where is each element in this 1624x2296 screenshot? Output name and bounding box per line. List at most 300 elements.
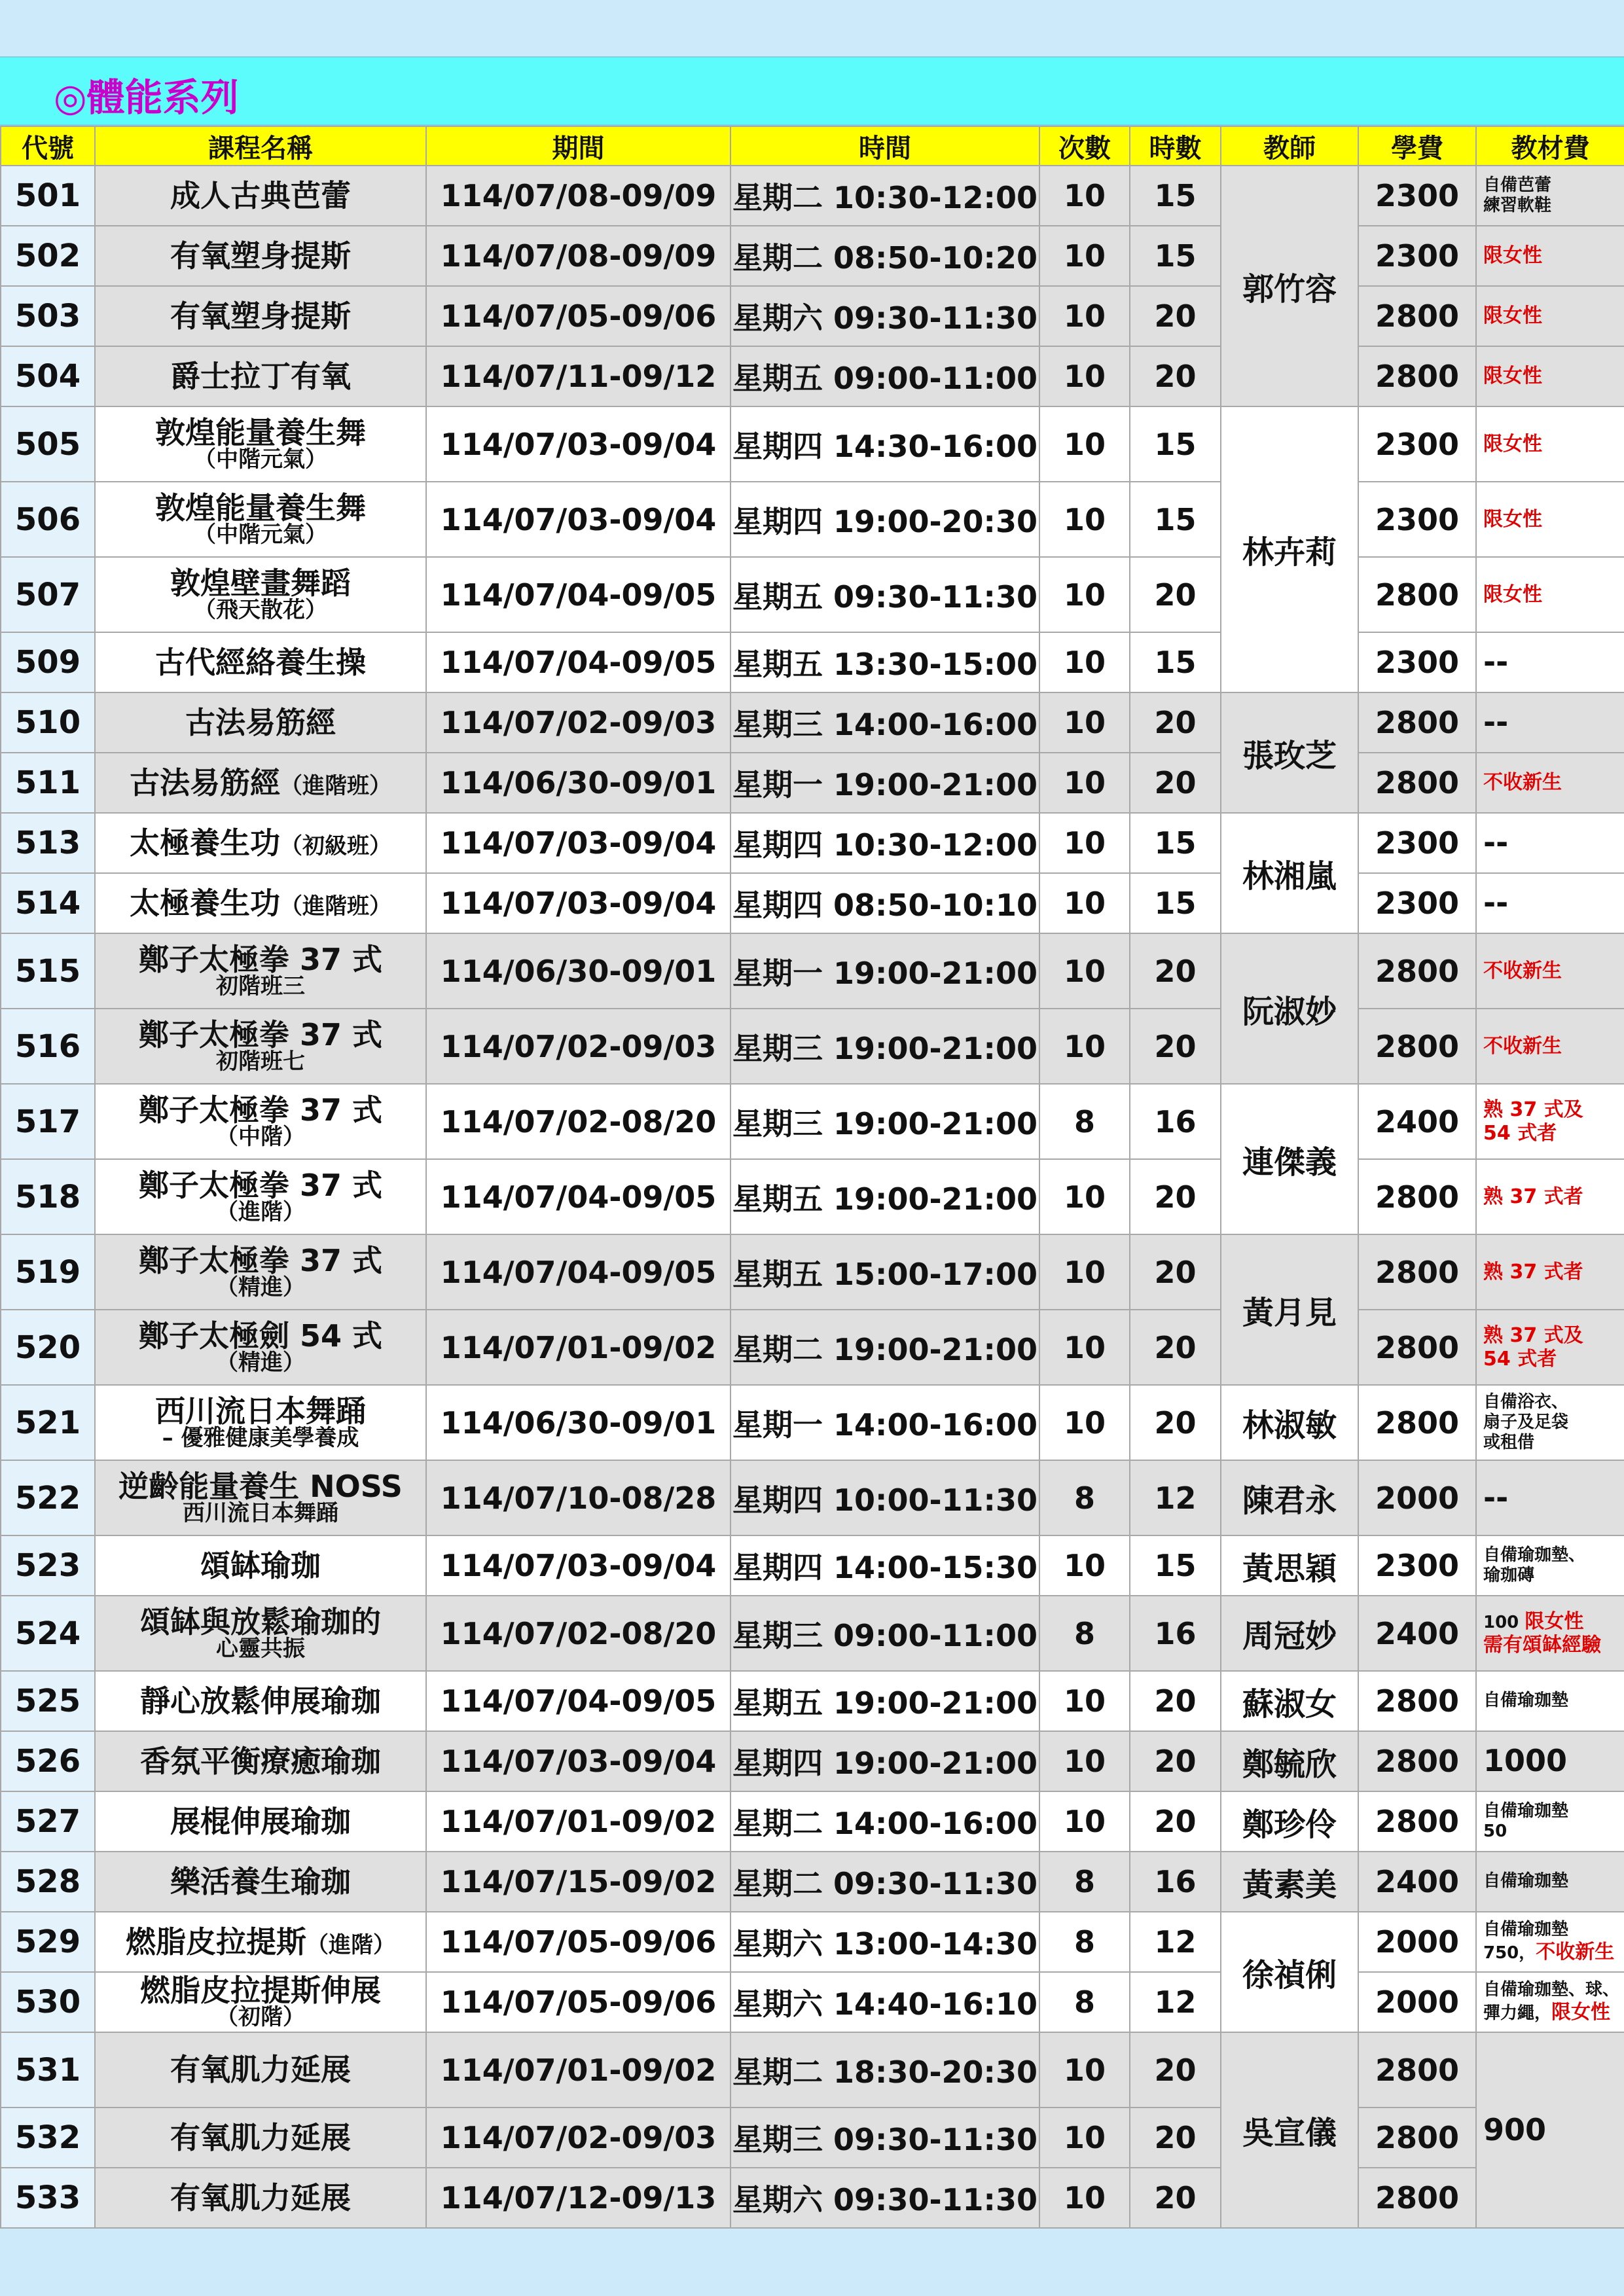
course-time: 星期四 10:30-12:00 bbox=[731, 813, 1039, 873]
course-name bbox=[95, 933, 426, 1009]
course-time: 星期三 09:00-11:00 bbox=[731, 1596, 1039, 1671]
course-code: 516 bbox=[1, 1009, 95, 1084]
course-code: 509 bbox=[1, 632, 95, 692]
course-code: 528 bbox=[1, 1852, 95, 1912]
material-note-alert: 熟 37 式者 bbox=[1483, 1260, 1583, 1283]
course-name-main: 鄭子太極拳 37 式 bbox=[138, 1242, 383, 1278]
material-fee bbox=[1476, 1671, 1624, 1731]
table-row bbox=[1, 346, 1624, 406]
course-name-main: 有氧塑身提斯 bbox=[170, 298, 351, 334]
total-hours: 20 bbox=[1130, 753, 1221, 813]
material-note: 750， bbox=[1483, 1943, 1536, 1963]
course-time: 星期四 19:00-21:00 bbox=[731, 1731, 1039, 1791]
material-note-alert: 熟 37 式及 bbox=[1483, 1098, 1583, 1121]
total-hours: 20 bbox=[1130, 2032, 1221, 2108]
tuition-fee: 2800 bbox=[1358, 2168, 1476, 2228]
course-name bbox=[95, 1791, 426, 1852]
material-fee bbox=[1476, 1310, 1624, 1385]
course-time: 星期三 09:30-11:30 bbox=[731, 2108, 1039, 2168]
table-row bbox=[1, 557, 1624, 632]
material-note: 扇子及足袋 bbox=[1483, 1412, 1569, 1432]
teacher-name: 林湘嵐 bbox=[1221, 813, 1358, 933]
session-count: 10 bbox=[1039, 1310, 1130, 1385]
material-note-alert: 限女性 bbox=[1483, 304, 1542, 327]
material-note-alert: 熟 37 式者 bbox=[1483, 1185, 1583, 1208]
table-row bbox=[1, 406, 1624, 482]
table-row bbox=[1, 1460, 1624, 1535]
session-count: 10 bbox=[1039, 557, 1130, 632]
material-note: 自備瑜珈墊、球、 bbox=[1483, 1980, 1620, 2000]
tuition-fee: 2000 bbox=[1358, 1972, 1476, 2032]
course-name bbox=[95, 1535, 426, 1596]
title-bar bbox=[0, 56, 1624, 126]
course-name bbox=[95, 1159, 426, 1234]
material-fee bbox=[1476, 1159, 1624, 1234]
course-name bbox=[95, 482, 426, 557]
table-row bbox=[1, 166, 1624, 226]
course-name-main: 古法易筋經 bbox=[185, 704, 336, 740]
session-count: 10 bbox=[1039, 2168, 1130, 2228]
course-name bbox=[95, 406, 426, 482]
material-note-alert: 限女性 bbox=[1483, 365, 1542, 387]
course-subtitle: （精進） bbox=[216, 1349, 305, 1376]
table-row bbox=[1, 1596, 1624, 1671]
course-period: 114/07/04-09/05 bbox=[426, 1159, 731, 1234]
course-name bbox=[95, 226, 426, 286]
course-period: 114/07/02-08/20 bbox=[426, 1084, 731, 1159]
course-name bbox=[95, 813, 426, 873]
course-period: 114/07/05-09/06 bbox=[426, 1972, 731, 2032]
session-count: 8 bbox=[1039, 1596, 1130, 1671]
course-name-main: 有氧肌力延展 bbox=[170, 2119, 351, 2155]
course-time: 星期五 09:00-11:00 bbox=[731, 346, 1039, 406]
course-code: 533 bbox=[1, 2168, 95, 2228]
course-name-main: 成人古典芭蕾 bbox=[170, 177, 351, 213]
table-row bbox=[1, 1009, 1624, 1084]
course-time: 星期一 19:00-21:00 bbox=[731, 753, 1039, 813]
total-hours: 15 bbox=[1130, 1535, 1221, 1596]
course-period: 114/07/03-09/04 bbox=[426, 482, 731, 557]
material-fee bbox=[1476, 406, 1624, 482]
session-count: 10 bbox=[1039, 1234, 1130, 1310]
course-period: 114/07/03-09/04 bbox=[426, 813, 731, 873]
course-time: 星期五 19:00-21:00 bbox=[731, 1671, 1039, 1731]
tuition-fee: 2800 bbox=[1358, 933, 1476, 1009]
table-body bbox=[1, 166, 1624, 2228]
course-subtitle: （飛天散花） bbox=[194, 596, 327, 623]
session-count: 10 bbox=[1039, 1535, 1130, 1596]
teacher-name: 阮淑妙 bbox=[1221, 933, 1358, 1084]
total-hours: 15 bbox=[1130, 632, 1221, 692]
course-table bbox=[0, 126, 1624, 2229]
course-code: 532 bbox=[1, 2108, 95, 2168]
material-note-alert: 限女性 bbox=[1483, 244, 1542, 267]
course-name bbox=[95, 1852, 426, 1912]
material-note-alert: 限女性 bbox=[1483, 583, 1542, 606]
teacher-name: 鄭珍伶 bbox=[1221, 1791, 1358, 1852]
course-code: 501 bbox=[1, 166, 95, 226]
course-code: 525 bbox=[1, 1671, 95, 1731]
session-count: 10 bbox=[1039, 753, 1130, 813]
course-code: 526 bbox=[1, 1731, 95, 1791]
tuition-fee: 2800 bbox=[1358, 1731, 1476, 1791]
course-code: 518 bbox=[1, 1159, 95, 1234]
material-note: -- bbox=[1483, 825, 1509, 861]
page-footer-band bbox=[0, 2245, 1624, 2296]
course-period: 114/07/10-08/28 bbox=[426, 1460, 731, 1535]
material-note: 自備瑜珈墊 bbox=[1483, 1691, 1569, 1711]
course-subtitle: （中階元氣） bbox=[194, 446, 327, 473]
course-time: 星期四 19:00-20:30 bbox=[731, 482, 1039, 557]
course-period: 114/07/11-09/12 bbox=[426, 346, 731, 406]
course-name bbox=[95, 1596, 426, 1671]
tuition-fee: 2800 bbox=[1358, 1159, 1476, 1234]
total-hours: 20 bbox=[1130, 286, 1221, 346]
course-name bbox=[95, 1234, 426, 1310]
course-name-main: 香氛平衡療癒瑜珈 bbox=[140, 1743, 381, 1779]
total-hours: 12 bbox=[1130, 1460, 1221, 1535]
total-hours: 12 bbox=[1130, 1972, 1221, 2032]
course-name-main: 有氧肌力延展 bbox=[170, 2179, 351, 2215]
session-count: 10 bbox=[1039, 482, 1130, 557]
teacher-name: 蘇淑女 bbox=[1221, 1671, 1358, 1731]
material-note: 彈力繩， bbox=[1483, 2003, 1552, 2023]
course-name-main: 鄭子太極拳 37 式 bbox=[138, 941, 383, 977]
course-code: 514 bbox=[1, 873, 95, 933]
course-name bbox=[95, 2032, 426, 2108]
total-hours: 16 bbox=[1130, 1596, 1221, 1671]
course-name bbox=[95, 692, 426, 753]
table-row bbox=[1, 1852, 1624, 1912]
course-name-main: 敦煌能量養生舞 bbox=[155, 414, 366, 450]
course-name-main: 有氧肌力延展 bbox=[170, 2052, 351, 2088]
teacher-name: 黃月見 bbox=[1221, 1234, 1358, 1385]
total-hours: 15 bbox=[1130, 406, 1221, 482]
course-level: （進階班） bbox=[280, 772, 391, 799]
course-time: 星期二 08:50-10:20 bbox=[731, 226, 1039, 286]
tuition-fee: 2300 bbox=[1358, 873, 1476, 933]
material-note-alert: 限女性 bbox=[1483, 507, 1542, 531]
material-note-alert: 限女性 bbox=[1483, 432, 1542, 456]
course-name bbox=[95, 632, 426, 692]
course-code: 523 bbox=[1, 1535, 95, 1596]
material-note-alert: 不收新生 bbox=[1483, 771, 1562, 794]
material-fee bbox=[1476, 632, 1624, 692]
tuition-fee: 2300 bbox=[1358, 226, 1476, 286]
course-subtitle: 西川流日本舞踊 bbox=[183, 1499, 338, 1526]
tuition-fee: 2800 bbox=[1358, 1671, 1476, 1731]
tuition-fee: 2800 bbox=[1358, 1009, 1476, 1084]
course-code: 503 bbox=[1, 286, 95, 346]
table-row bbox=[1, 1535, 1624, 1596]
course-name-main: 展棍伸展瑜珈 bbox=[170, 1803, 351, 1839]
material-fee bbox=[1476, 1972, 1624, 2032]
total-hours: 15 bbox=[1130, 873, 1221, 933]
material-note-alert: 不收新生 bbox=[1483, 959, 1562, 982]
course-code: 529 bbox=[1, 1912, 95, 1972]
material-note: 1000 bbox=[1483, 1743, 1568, 1779]
course-name-main: 頌缽瑜珈 bbox=[200, 1547, 321, 1583]
material-fee bbox=[1476, 1084, 1624, 1159]
teacher-name: 郭竹容 bbox=[1221, 166, 1358, 406]
course-name bbox=[95, 753, 426, 813]
material-note: 練習軟鞋 bbox=[1483, 196, 1552, 215]
course-name-main: 樂活養生瑜珈 bbox=[170, 1863, 351, 1899]
total-hours: 20 bbox=[1130, 1791, 1221, 1852]
material-fee bbox=[1476, 1791, 1624, 1852]
session-count: 10 bbox=[1039, 873, 1130, 933]
course-name-main: 太極養生功 bbox=[130, 825, 280, 861]
tuition-fee: 2800 bbox=[1358, 557, 1476, 632]
course-period: 114/07/04-09/05 bbox=[426, 1234, 731, 1310]
table-row bbox=[1, 1385, 1624, 1460]
course-time: 星期五 19:00-21:00 bbox=[731, 1159, 1039, 1234]
course-time: 星期三 19:00-21:00 bbox=[731, 1084, 1039, 1159]
material-note-alert: 不收新生 bbox=[1536, 1940, 1615, 1964]
course-period: 114/07/04-09/05 bbox=[426, 632, 731, 692]
material-note-alert: 限女性 bbox=[1525, 1609, 1584, 1633]
session-count: 8 bbox=[1039, 1912, 1130, 1972]
course-period: 114/07/03-09/04 bbox=[426, 873, 731, 933]
material-note: 自備瑜珈墊 bbox=[1483, 1801, 1569, 1821]
table-row bbox=[1, 1912, 1624, 1972]
course-name-main: 太極養生功 bbox=[130, 885, 280, 921]
course-name bbox=[95, 557, 426, 632]
total-hours: 20 bbox=[1130, 1310, 1221, 1385]
total-hours: 20 bbox=[1130, 2168, 1221, 2228]
course-name bbox=[95, 166, 426, 226]
session-count: 10 bbox=[1039, 1009, 1130, 1084]
course-code: 531 bbox=[1, 2032, 95, 2108]
course-time: 星期二 18:30-20:30 bbox=[731, 2032, 1039, 2108]
total-hours: 20 bbox=[1130, 692, 1221, 753]
material-note: 或租借 bbox=[1483, 1433, 1535, 1453]
header-teacher: 教師 bbox=[1221, 126, 1358, 166]
course-time: 星期六 13:00-14:30 bbox=[731, 1912, 1039, 1972]
tuition-fee: 2300 bbox=[1358, 482, 1476, 557]
course-name-main: 鄭子太極拳 37 式 bbox=[138, 1092, 383, 1128]
tuition-fee: 2400 bbox=[1358, 1084, 1476, 1159]
course-subtitle: 初階班七 bbox=[216, 1048, 305, 1075]
tuition-fee: 2800 bbox=[1358, 286, 1476, 346]
course-code: 527 bbox=[1, 1791, 95, 1852]
course-time: 星期四 14:00-15:30 bbox=[731, 1535, 1039, 1596]
header-row bbox=[1, 126, 1624, 166]
material-fee bbox=[1476, 873, 1624, 933]
material-note: 自備瑜珈墊、 bbox=[1483, 1545, 1586, 1565]
course-code: 517 bbox=[1, 1084, 95, 1159]
course-period: 114/07/03-09/04 bbox=[426, 1731, 731, 1791]
header-sessions: 次數 bbox=[1039, 126, 1130, 166]
course-code: 519 bbox=[1, 1234, 95, 1310]
table-row bbox=[1, 482, 1624, 557]
session-count: 10 bbox=[1039, 813, 1130, 873]
tuition-fee: 2800 bbox=[1358, 753, 1476, 813]
header-time: 時間 bbox=[731, 126, 1039, 166]
tuition-fee: 2800 bbox=[1358, 2108, 1476, 2168]
course-time: 星期六 09:30-11:30 bbox=[731, 2168, 1039, 2228]
course-period: 114/07/02-09/03 bbox=[426, 692, 731, 753]
course-subtitle: （初階） bbox=[216, 2004, 305, 2031]
course-period: 114/06/30-09/01 bbox=[426, 753, 731, 813]
course-name-main: 古代經絡養生操 bbox=[155, 644, 366, 680]
course-level: （進階） bbox=[306, 1931, 395, 1958]
material-fee bbox=[1476, 1385, 1624, 1460]
tuition-fee: 2400 bbox=[1358, 1852, 1476, 1912]
course-name bbox=[95, 2168, 426, 2228]
course-period: 114/07/12-09/13 bbox=[426, 2168, 731, 2228]
teacher-name: 徐禎俐 bbox=[1221, 1912, 1358, 2032]
course-subtitle: 心靈共振 bbox=[216, 1635, 305, 1662]
session-count: 10 bbox=[1039, 226, 1130, 286]
course-name-main: 鄭子太極拳 37 式 bbox=[138, 1016, 383, 1052]
material-note: 瑜珈磚 bbox=[1483, 1566, 1535, 1585]
material-note: -- bbox=[1483, 644, 1509, 680]
total-hours: 20 bbox=[1130, 1671, 1221, 1731]
session-count: 10 bbox=[1039, 166, 1130, 226]
material-note-alert: 54 式者 bbox=[1483, 1347, 1557, 1371]
tuition-fee: 2300 bbox=[1358, 632, 1476, 692]
course-name-main: 西川流日本舞踊 bbox=[155, 1393, 366, 1429]
tuition-fee: 2300 bbox=[1358, 166, 1476, 226]
table-row bbox=[1, 632, 1624, 692]
material-note: 自備浴衣、 bbox=[1483, 1391, 1569, 1412]
course-subtitle: – 優雅健康美學養成 bbox=[162, 1424, 359, 1451]
course-code: 524 bbox=[1, 1596, 95, 1671]
course-name-main: 敦煌壁畫舞蹈 bbox=[170, 565, 351, 601]
course-time: 星期五 13:30-15:00 bbox=[731, 632, 1039, 692]
table-row bbox=[1, 692, 1624, 753]
course-code: 510 bbox=[1, 692, 95, 753]
material-fee bbox=[1476, 753, 1624, 813]
tuition-fee: 2300 bbox=[1358, 406, 1476, 482]
course-level: （進階班） bbox=[280, 893, 391, 920]
course-period: 114/07/01-09/02 bbox=[426, 1310, 731, 1385]
material-fee bbox=[1476, 692, 1624, 753]
session-count: 10 bbox=[1039, 2108, 1130, 2168]
table-row bbox=[1, 753, 1624, 813]
course-name-main: 爵士拉丁有氧 bbox=[170, 358, 351, 394]
session-count: 10 bbox=[1039, 346, 1130, 406]
material-note: 自備瑜珈墊 bbox=[1483, 1871, 1569, 1892]
course-name bbox=[95, 1385, 426, 1460]
session-count: 10 bbox=[1039, 1671, 1130, 1731]
course-period: 114/06/30-09/01 bbox=[426, 1385, 731, 1460]
course-time: 星期三 14:00-16:00 bbox=[731, 692, 1039, 753]
teacher-name: 林淑敏 bbox=[1221, 1385, 1358, 1460]
material-fee bbox=[1476, 1460, 1624, 1535]
teacher-name: 林卉莉 bbox=[1221, 406, 1358, 692]
course-code: 511 bbox=[1, 753, 95, 813]
total-hours: 20 bbox=[1130, 2108, 1221, 2168]
table-row bbox=[1, 1159, 1624, 1234]
course-time: 星期二 10:30-12:00 bbox=[731, 166, 1039, 226]
course-subtitle: （中階元氣） bbox=[194, 521, 327, 548]
material-fee bbox=[1476, 813, 1624, 873]
course-code: 505 bbox=[1, 406, 95, 482]
course-name bbox=[95, 1731, 426, 1791]
material-note: -- bbox=[1483, 885, 1509, 921]
course-level: （初級班） bbox=[280, 833, 391, 859]
course-time: 星期四 14:30-16:00 bbox=[731, 406, 1039, 482]
session-count: 8 bbox=[1039, 1460, 1130, 1535]
session-count: 8 bbox=[1039, 1084, 1130, 1159]
course-name bbox=[95, 1310, 426, 1385]
table-row bbox=[1, 1791, 1624, 1852]
course-time: 星期四 10:00-11:30 bbox=[731, 1460, 1039, 1535]
course-period: 114/07/04-09/05 bbox=[426, 557, 731, 632]
material-fee bbox=[1476, 226, 1624, 286]
session-count: 10 bbox=[1039, 2032, 1130, 2108]
tuition-fee: 2800 bbox=[1358, 1385, 1476, 1460]
header-material-fee: 教材費 bbox=[1476, 126, 1624, 166]
session-count: 10 bbox=[1039, 692, 1130, 753]
course-name bbox=[95, 1009, 426, 1084]
table-row bbox=[1, 1084, 1624, 1159]
table-row bbox=[1, 2032, 1624, 2108]
tuition-fee: 2000 bbox=[1358, 1460, 1476, 1535]
material-fee bbox=[1476, 482, 1624, 557]
material-fee bbox=[1476, 1852, 1624, 1912]
course-name bbox=[95, 1671, 426, 1731]
material-note: 900 bbox=[1483, 2111, 1547, 2147]
table-row bbox=[1, 813, 1624, 873]
total-hours: 20 bbox=[1130, 1234, 1221, 1310]
tuition-fee: 2800 bbox=[1358, 1310, 1476, 1385]
course-name-main: 燃脂皮拉提斯伸展 bbox=[140, 1973, 381, 2008]
course-time: 星期六 14:40-16:10 bbox=[731, 1972, 1039, 2032]
course-name bbox=[95, 2108, 426, 2168]
material-note: 100 bbox=[1483, 1612, 1519, 1632]
total-hours: 15 bbox=[1130, 482, 1221, 557]
course-period: 114/07/08-09/09 bbox=[426, 226, 731, 286]
material-note-alert: 不收新生 bbox=[1483, 1034, 1562, 1058]
teacher-name: 周冠妙 bbox=[1221, 1596, 1358, 1671]
session-count: 10 bbox=[1039, 1385, 1130, 1460]
course-period: 114/07/03-09/04 bbox=[426, 1535, 731, 1596]
header-tuition: 學費 bbox=[1358, 126, 1476, 166]
tuition-fee: 2400 bbox=[1358, 1596, 1476, 1671]
course-name bbox=[95, 286, 426, 346]
course-period: 114/07/08-09/09 bbox=[426, 166, 731, 226]
course-subtitle: （精進） bbox=[216, 1274, 305, 1300]
course-name bbox=[95, 1460, 426, 1535]
course-name bbox=[95, 1084, 426, 1159]
teacher-name: 陳君永 bbox=[1221, 1460, 1358, 1535]
session-count: 8 bbox=[1039, 1972, 1130, 2032]
material-fee bbox=[1476, 557, 1624, 632]
header-code: 代號 bbox=[1, 126, 95, 166]
table-row bbox=[1, 1972, 1624, 2032]
course-period: 114/07/04-09/05 bbox=[426, 1671, 731, 1731]
course-code: 515 bbox=[1, 933, 95, 1009]
course-name-main: 鄭子太極劍 54 式 bbox=[138, 1318, 383, 1354]
material-note: -- bbox=[1483, 704, 1509, 740]
course-name-main: 燃脂皮拉提斯 bbox=[126, 1924, 306, 1960]
course-time: 星期三 19:00-21:00 bbox=[731, 1009, 1039, 1084]
teacher-name: 鄭毓欣 bbox=[1221, 1731, 1358, 1791]
material-fee bbox=[1476, 2032, 1624, 2228]
course-time: 星期四 08:50-10:10 bbox=[731, 873, 1039, 933]
total-hours: 15 bbox=[1130, 166, 1221, 226]
table-row bbox=[1, 2108, 1624, 2168]
material-note-alert: 需有頌缽經驗 bbox=[1483, 1633, 1601, 1657]
course-subtitle: （進階） bbox=[216, 1198, 305, 1225]
tuition-fee: 2300 bbox=[1358, 1535, 1476, 1596]
total-hours: 12 bbox=[1130, 1912, 1221, 1972]
header-period: 期間 bbox=[426, 126, 731, 166]
material-fee bbox=[1476, 346, 1624, 406]
